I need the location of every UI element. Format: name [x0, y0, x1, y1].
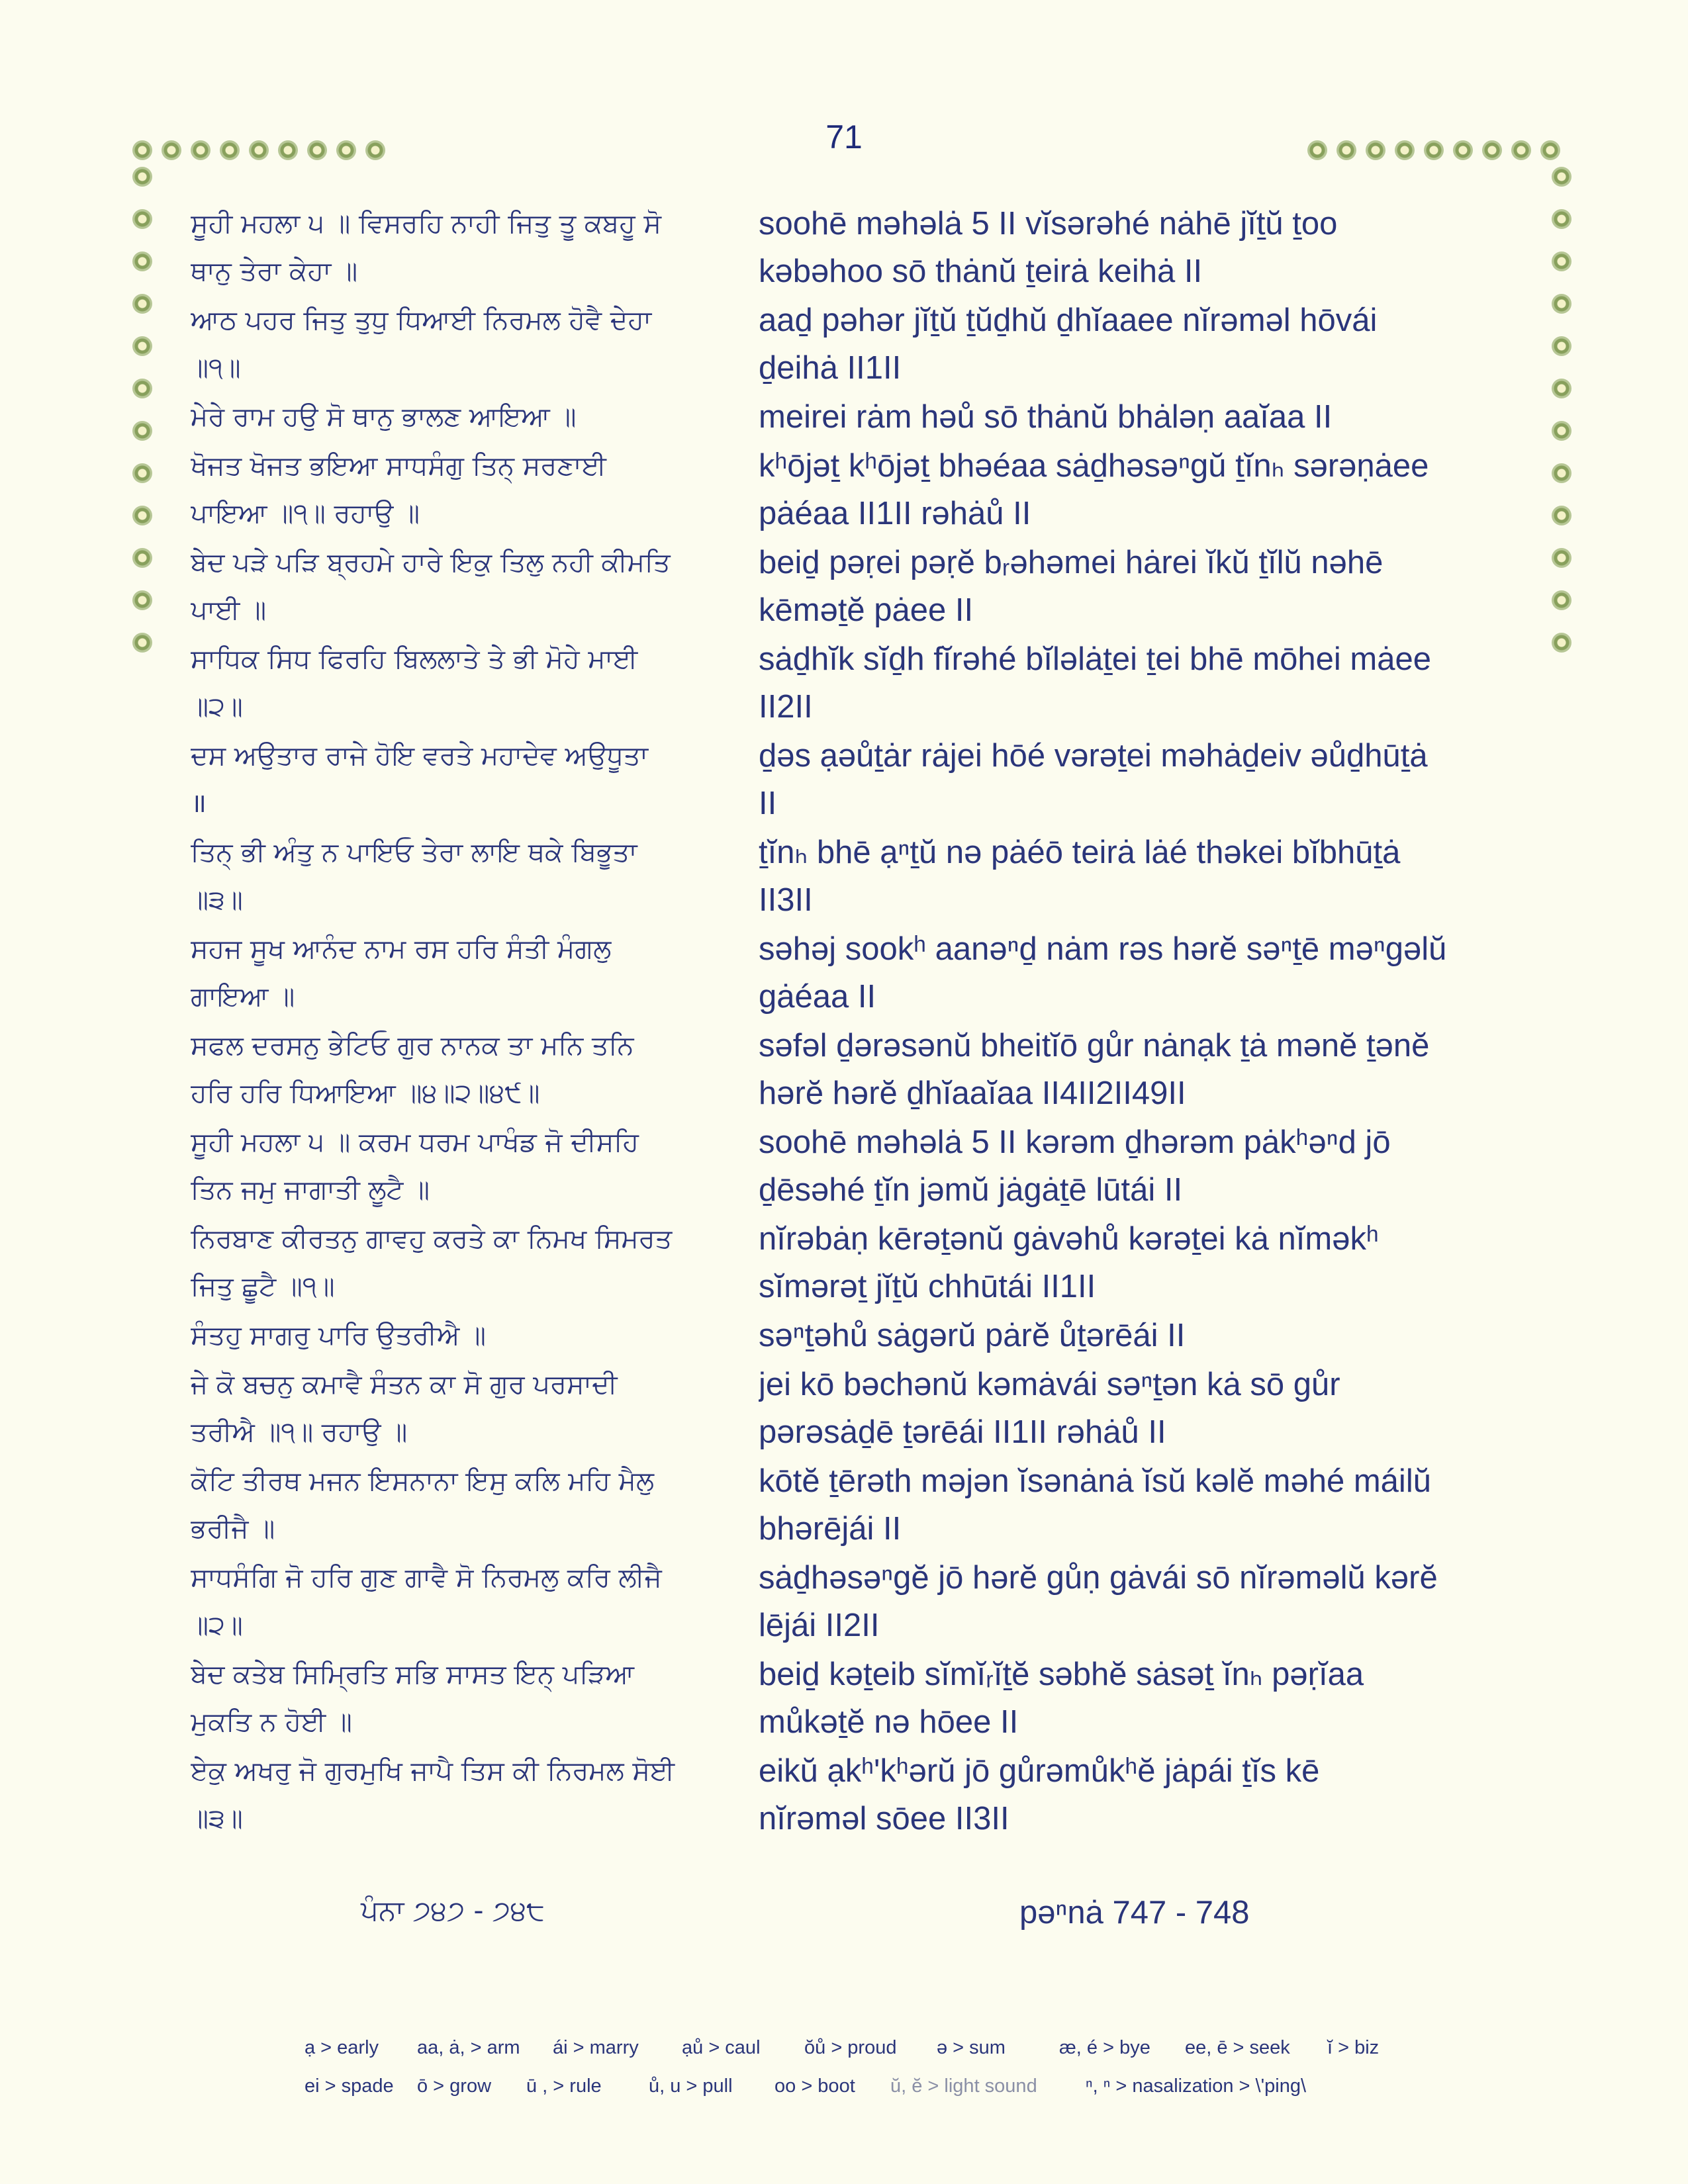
- transliteration-line: gȧéaa II: [759, 979, 876, 1015]
- transliteration-line: můkəṯĕ nə hōee II: [759, 1704, 1019, 1740]
- verse-row: [191, 200, 1521, 295]
- legend-item: aa, ȧ, > arm: [417, 2037, 520, 2058]
- transliteration-line: nĭrəməl sōee II3II: [759, 1801, 1009, 1837]
- gurmukhi-verse: [191, 1118, 740, 1214]
- legend-item: æ, é > bye: [1059, 2037, 1150, 2058]
- transliteration-line: meirei rȧm həů sō thȧnŭ bhȧləṇ aaĭaa II: [759, 399, 1333, 435]
- transliteration-line: II2II: [759, 689, 813, 725]
- transliteration-verse: [759, 1554, 1521, 1649]
- ornament-column-right: [1552, 167, 1571, 675]
- verse-row: [191, 442, 1521, 537]
- transliteration-verse: [759, 1747, 1521, 1843]
- transliteration-line: aaḏ pəhər jĭṯŭ ṯŭḏhŭ ḏhĭaaee nĭrəməl hōvái: [759, 302, 1378, 338]
- flower-ornament-icon: [1453, 140, 1473, 160]
- transliteration-verse: [759, 1215, 1521, 1310]
- ornament-column-left: [132, 167, 152, 675]
- flower-ornament-icon: [1395, 140, 1415, 160]
- flower-ornament-icon: [249, 140, 269, 160]
- flower-ornament-icon: [132, 548, 152, 568]
- transliteration-verse: [759, 635, 1521, 731]
- legend-item: ə > sum: [937, 2037, 1006, 2058]
- flower-ornament-icon: [1307, 140, 1327, 160]
- transliteration-verse: [759, 925, 1521, 1021]
- gurmukhi-line: ॥: [191, 788, 207, 819]
- gurmukhi-verse: [191, 539, 740, 634]
- flower-ornament-icon: [1552, 209, 1571, 229]
- verse-row: [191, 829, 1521, 924]
- transliteration-line: lējái II2II: [759, 1608, 880, 1643]
- flower-ornament-icon: [1552, 590, 1571, 610]
- flower-ornament-icon: [1552, 167, 1571, 187]
- transliteration-line: soohē məhəlȧ 5 II vĭsərəhé nȧhē jĭṯŭ ṯoo: [759, 206, 1338, 242]
- flower-ornament-icon: [1552, 421, 1571, 441]
- gurmukhi-line: ਭਰੀਜੈ ॥: [191, 1514, 275, 1544]
- verse-row: [191, 1651, 1521, 1746]
- gurmukhi-line: ਸਫਲ ਦਰਸਨੁ ਭੇਟਿਓ ਗੁਰ ਨਾਨਕ ਤਾ ਮਨਿ ਤਨਿ: [191, 1030, 634, 1061]
- gurmukhi-verse: [191, 1747, 740, 1843]
- gurmukhi-line: ਮੁਕਤਿ ਨ ਹੋਈ ॥: [191, 1707, 352, 1737]
- flower-ornament-icon: [336, 140, 356, 160]
- legend-item: ů, u > pull: [649, 2075, 733, 2097]
- gurmukhi-line: ਸੰਤਹੁ ਸਾਗਰੁ ਪਾਰਿ ਉਤਰੀਐ ॥: [191, 1320, 486, 1351]
- gurmukhi-line: ਸੂਹੀ ਮਹਲਾ ੫ ॥ ਕਰਮ ਧਰਮ ਪਾਖੰਡ ਜੋ ਦੀਸਹਿ: [191, 1127, 639, 1158]
- flower-ornament-icon: [132, 209, 152, 229]
- verse-row: [191, 1747, 1521, 1843]
- verse-row: [191, 732, 1521, 827]
- transliteration-line: ḏēsəhé ṯĭn jəmŭ jȧgȧṯē lūtái II: [759, 1172, 1183, 1208]
- transliteration-verse: [759, 296, 1521, 392]
- gurmukhi-line: ਆਠ ਪਹਰ ਜਿਤੁ ਤੁਧੁ ਧਿਆਈ ਨਿਰਮਲ ਹੋਵੈ ਦੇਹਾ: [191, 305, 652, 336]
- flower-ornament-icon: [132, 294, 152, 314]
- flower-ornament-icon: [1552, 463, 1571, 483]
- transliteration-line: səⁿṯəhů sȧgərŭ pȧrĕ ůṯərēái II: [759, 1318, 1186, 1353]
- transliteration-line: pȧéaa II1II rəhȧů II: [759, 496, 1031, 531]
- gurmukhi-line: ਮੇਰੇ ਰਾਮ ਹਉ ਸੋ ਥਾਨੁ ਭਾਲਣ ਆਇਆ ॥: [191, 402, 577, 432]
- flower-ornament-icon: [220, 140, 240, 160]
- flower-ornament-icon: [132, 167, 152, 187]
- transliteration-line: sȧḏhəsəⁿgĕ jō hərĕ gůṇ gȧvái sō nĭrəməlŭ kərĕ: [759, 1560, 1438, 1596]
- verse-row: [191, 393, 1521, 441]
- legend-item: oo > boot: [774, 2075, 855, 2097]
- gurmukhi-verse: [191, 1651, 740, 1746]
- transliteration-verse: [759, 1361, 1521, 1456]
- verse-row: [191, 296, 1521, 392]
- legend-item: ĭ > biz: [1327, 2037, 1380, 2058]
- flower-ornament-icon: [132, 463, 152, 483]
- gurmukhi-line: ॥੩॥: [191, 1803, 243, 1834]
- flower-ornament-icon: [132, 140, 152, 160]
- flower-ornament-icon: [1482, 140, 1502, 160]
- gurmukhi-line: ਸੂਹੀ ਮਹਲਾ ੫ ॥ ਵਿਸਰਹਿ ਨਾਹੀ ਜਿਤੁ ਤੂ ਕਬਹੂ ਸੋ: [191, 208, 662, 239]
- legend-item: ŭ, ĕ > light sound: [890, 2075, 1037, 2097]
- flower-ornament-icon: [1552, 336, 1571, 356]
- flower-ornament-icon: [1540, 140, 1560, 160]
- flower-ornament-icon: [307, 140, 327, 160]
- gurmukhi-verse: [191, 296, 740, 392]
- transliteration-verse: [759, 732, 1521, 827]
- page-number: 71: [825, 118, 863, 156]
- ornament-row-top-right: [1307, 140, 1570, 160]
- flower-ornament-icon: [1336, 140, 1356, 160]
- gurmukhi-line: ਖੋਜਤ ਖੋਜਤ ਭਇਆ ਸਾਧਸੰਗੁ ਤਿਨ੍ ਸਰਣਾਈ: [191, 451, 606, 481]
- flower-ornament-icon: [1552, 379, 1571, 398]
- gurmukhi-verse: [191, 1215, 740, 1310]
- page-reference-roman: pəⁿnȧ 747 - 748: [1019, 1895, 1250, 1931]
- gurmukhi-verse: [191, 732, 740, 827]
- gurmukhi-line: ਤਿਨ੍ ਭੀ ਅੰਤੁ ਨ ਪਾਇਓ ਤੇਰਾ ਲਾਇ ਥਕੇ ਬਿਭੂਤਾ: [191, 837, 637, 868]
- gurmukhi-verse: [191, 393, 740, 441]
- gurmukhi-line: ਬੇਦ ਪੜੇ ਪੜਿ ਬ੍ਰਹਮੇ ਹਾਰੇ ਇਕੁ ਤਿਲੁ ਨਹੀ ਕੀਮਤਿ: [191, 547, 671, 578]
- gurmukhi-line: ਪਾਇਆ ॥੧॥ ਰਹਾਉ ॥: [191, 498, 420, 529]
- flower-ornament-icon: [1511, 140, 1531, 160]
- gurmukhi-line: ਏਕੁ ਅਖਰੁ ਜੋ ਗੁਰਮੁਖਿ ਜਾਪੈ ਤਿਸ ਕੀ ਨਿਰਮਲ ਸੋਈ: [191, 1756, 675, 1786]
- gurmukhi-line: ਹਰਿ ਹਰਿ ਧਿਆਇਆ ॥੪॥੨॥੪੯॥: [191, 1078, 540, 1109]
- verse-row: [191, 1312, 1521, 1359]
- transliteration-verse: [759, 200, 1521, 295]
- gurmukhi-line: ਸਾਧਸੰਗਿ ਜੋ ਹਰਿ ਗੁਣ ਗਾਵੈ ਸੋ ਨਿਰਮਲੁ ਕਰਿ ਲੀਜੈ: [191, 1563, 662, 1593]
- transliteration-verse: [759, 393, 1521, 441]
- gurmukhi-line: ਥਾਨੁ ਤੇਰਾ ਕੇਹਾ ॥: [191, 256, 358, 287]
- flower-ornament-icon: [1552, 251, 1571, 271]
- gurmukhi-line: ਤਿਨ ਜਮੁ ਜਾਗਾਤੀ ਲੂਟੈ ॥: [191, 1175, 430, 1205]
- flower-ornament-icon: [1552, 633, 1571, 653]
- flower-ornament-icon: [132, 421, 152, 441]
- transliteration-line: kəbəhoo sō thȧnŭ ṯeirȧ keihȧ II: [759, 253, 1203, 289]
- transliteration-line: bhərējái II: [759, 1511, 902, 1547]
- transliteration-line: ṯĭnₕ bhē ạⁿṯŭ nə pȧéō teirȧ lȧé thəkei bĭbhūṯȧ: [759, 835, 1401, 870]
- flower-ornament-icon: [132, 506, 152, 525]
- transliteration-line: jei kō bəchənŭ kəmȧvái səⁿṯən kȧ sō gůr: [759, 1367, 1340, 1402]
- flower-ornament-icon: [132, 590, 152, 610]
- gurmukhi-line: ਤਰੀਐ ॥੧॥ ਰਹਾਉ ॥: [191, 1417, 408, 1447]
- legend-row: [305, 2037, 1496, 2075]
- gurmukhi-verse: [191, 1457, 740, 1553]
- gurmukhi-line: ਨਿਰਬਾਣ ਕੀਰਤਨੁ ਗਾਵਹੁ ਕਰਤੇ ਕਾ ਨਿਮਖ ਸਿਮਰਤ: [191, 1224, 673, 1254]
- gurmukhi-verse: [191, 200, 740, 295]
- flower-ornament-icon: [162, 140, 181, 160]
- transliteration-verse: [759, 1022, 1521, 1117]
- verse-row: [191, 1215, 1521, 1310]
- verse-row: [191, 1554, 1521, 1649]
- flower-ornament-icon: [278, 140, 298, 160]
- gurmukhi-verse: [191, 1022, 740, 1117]
- flower-ornament-icon: [1552, 294, 1571, 314]
- transliteration-line: soohē məhəlȧ 5 II kərəm ḏhərəm pȧkʰəⁿd jō: [759, 1124, 1391, 1160]
- legend-item: ei > spade: [305, 2075, 394, 2097]
- flower-ornament-icon: [191, 140, 211, 160]
- verse-spacer: [191, 1843, 1521, 1844]
- gurmukhi-line: ਦਸ ਅਉਤਾਰ ਰਾਜੇ ਹੋਇ ਵਰਤੇ ਮਹਾਦੇਵ ਅਉਧੂਤਾ: [191, 741, 649, 771]
- transliteration-verse: [759, 1312, 1521, 1359]
- gurmukhi-line: ਕੋਟਿ ਤੀਰਥ ਮਜਨ ਇਸਨਾਨਾ ਇਸੁ ਕਲਿ ਮਹਿ ਮੈਲੁ: [191, 1466, 655, 1496]
- flower-ornament-icon: [132, 251, 152, 271]
- gurmukhi-verse: [191, 829, 740, 924]
- gurmukhi-line: ਬੇਦ ਕਤੇਬ ਸਿਮ੍ਰਿਤਿ ਸਭਿ ਸਾਸਤ ਇਨ੍ ਪੜਿਆ: [191, 1659, 635, 1690]
- transliteration-line: kōtĕ ṯērəth məjən ĭsənȧnȧ ĭsŭ kəlĕ məhé máilŭ: [759, 1463, 1431, 1499]
- gurmukhi-line: ਜਿਤੁ ਛੂਟੈ ॥੧॥: [191, 1271, 335, 1302]
- flower-ornament-icon: [132, 633, 152, 653]
- transliteration-line: hərĕ hərĕ ḏhĭaaĭaa II4II2II49II: [759, 1075, 1186, 1111]
- transliteration-verse: [759, 539, 1521, 634]
- gurmukhi-line: ॥੨॥: [191, 692, 243, 722]
- transliteration-line: beiḏ pəṛei pəṛĕ bᵣəhəmei hȧrei ĭkŭ ṯĭlŭ nəhē: [759, 545, 1383, 580]
- gurmukhi-line: ਜੇ ਕੋ ਬਚਨੁ ਕਮਾਵੈ ਸੰਤਨ ਕਾ ਸੋ ਗੁਰ ਪਰਸਾਦੀ: [191, 1369, 618, 1400]
- flower-ornament-icon: [365, 140, 385, 160]
- transliteration-verse: [759, 829, 1521, 924]
- transliteration-line: səhəj sookʰ aanəⁿḏ nȧm rəs hərĕ səⁿṯē məⁿgəlŭ: [759, 931, 1447, 967]
- verse-row: [191, 635, 1521, 731]
- gurmukhi-verse: [191, 1361, 740, 1456]
- transliteration-verse: [759, 442, 1521, 537]
- verse-list: [191, 200, 1521, 1844]
- transliteration-line: eikŭ ạkʰ'kʰərŭ jō gůrəmůkʰĕ jȧpái ṯĭs kē: [759, 1753, 1320, 1789]
- gurmukhi-verse: [191, 1312, 740, 1359]
- transliteration-line: II: [759, 786, 777, 821]
- legend-row: [305, 2075, 1496, 2114]
- verse-row: [191, 925, 1521, 1021]
- legend-item: ạů > caul: [682, 2037, 761, 2058]
- gurmukhi-line: ਸਾਧਿਕ ਸਿਧ ਫਿਰਹਿ ਬਿਲਲਾਤੇ ਤੇ ਭੀ ਮੋਹੇ ਮਾਈ: [191, 644, 638, 674]
- gurmukhi-verse: [191, 442, 740, 537]
- flower-ornament-icon: [1552, 506, 1571, 525]
- gurmukhi-verse: [191, 635, 740, 731]
- transliteration-line: beiḏ kəṯeib sĭmĭᵣĭṯĕ səbhĕ sȧsəṯ ĭnₕ pəṛĭaa: [759, 1657, 1364, 1692]
- transliteration-verse: [759, 1118, 1521, 1214]
- flower-ornament-icon: [1552, 548, 1571, 568]
- verse-row: [191, 1022, 1521, 1117]
- transliteration-line: ḏeihȧ II1II: [759, 350, 902, 386]
- legend-item: ee, ē > seek: [1185, 2037, 1290, 2058]
- transliteration-verse: [759, 1651, 1521, 1746]
- transliteration-line: ḏəs ạəůṯȧr rȧjei hōé vərəṯei məhȧḏeiv əůḏhūṯȧ: [759, 738, 1428, 774]
- transliteration-line: II3II: [759, 882, 813, 918]
- legend-item: ŏů > proud: [804, 2037, 897, 2058]
- transliteration-verse: [759, 1457, 1521, 1553]
- gurmukhi-line: ॥੨॥: [191, 1610, 243, 1641]
- legend-item: ū , > rule: [526, 2075, 602, 2097]
- gurmukhi-line: ਪਾਈ ॥: [191, 595, 267, 625]
- gurmukhi-verse: [191, 1554, 740, 1649]
- legend-item: ạ > early: [305, 2037, 379, 2058]
- gurmukhi-line: ਗਾਇਆ ॥: [191, 981, 295, 1012]
- legend-item: ái > marry: [553, 2037, 639, 2058]
- flower-ornament-icon: [1424, 140, 1444, 160]
- transliteration-line: kēməṯĕ pȧee II: [759, 592, 974, 628]
- flower-ornament-icon: [1366, 140, 1385, 160]
- legend-item: ⁿ, ⁿ > nasalization > \'ping\: [1086, 2075, 1307, 2097]
- legend-item: ō > grow: [417, 2075, 492, 2097]
- page-reference-gurmukhi: ਪੰਨਾ ੭੪੭ - ੭੪੮: [361, 1894, 545, 1927]
- gurmukhi-line: ਸਹਜ ਸੂਖ ਆਨੰਦ ਨਾਮ ਰਸ ਹਰਿ ਸੰਤੀ ਮੰਗਲੁ: [191, 934, 612, 964]
- gurmukhi-line: ॥੧॥: [191, 353, 241, 383]
- pronunciation-legend: [305, 2037, 1496, 2114]
- verse-row: [191, 1118, 1521, 1214]
- gurmukhi-verse: [191, 925, 740, 1021]
- gurmukhi-line: ॥੩॥: [191, 885, 243, 915]
- verse-row: [191, 1361, 1521, 1456]
- transliteration-line: nĭrəbȧṇ kērəṯənŭ gȧvəhů kərəṯei kȧ nĭməkʰ: [759, 1221, 1379, 1257]
- transliteration-line: pərəsȧḏē ṯərēái II1II rəhȧů II: [759, 1414, 1166, 1450]
- transliteration-line: kʰōjəṯ kʰōjəṯ bhəéaa sȧḏhəsəⁿgŭ ṯĭnₕ sərəṇȧee: [759, 448, 1429, 484]
- verse-row: [191, 1457, 1521, 1553]
- flower-ornament-icon: [132, 336, 152, 356]
- ornament-row-top-left: [132, 140, 395, 160]
- flower-ornament-icon: [132, 379, 152, 398]
- verse-row: [191, 539, 1521, 634]
- transliteration-line: səfəl ḏərəsənŭ bheitĭō gůr nȧnạk ṯȧ mənĕ ṯənĕ: [759, 1028, 1430, 1064]
- transliteration-line: sĭmərəṯ jĭṯŭ chhūtái II1II: [759, 1269, 1096, 1304]
- transliteration-line: sȧḏhĭk sĭḏh fĭrəhé bĭləlȧṯei ṯei bhē mōhei mȧee: [759, 641, 1432, 677]
